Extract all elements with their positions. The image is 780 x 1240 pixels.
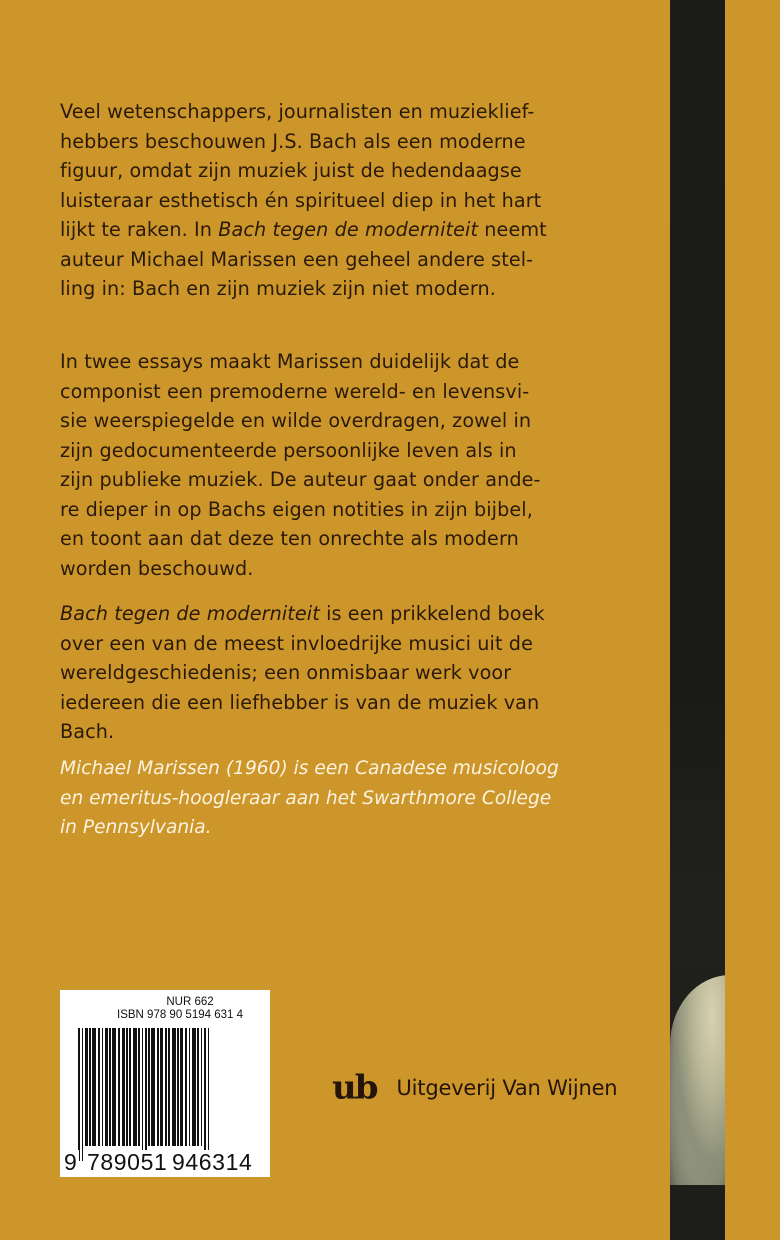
text-line: auteur Michael Marissen een geheel andere stel-: [60, 247, 534, 271]
text-line: re dieper in op Bachs eigen notities in zijn bijbel,: [60, 497, 533, 521]
text-line: Veel wetenschappers, journalisten en muzieklief-: [60, 100, 535, 123]
barcode-bars-icon: [78, 1028, 258, 1161]
text-line: zijn publieke muziek. De auteur gaat onder ande-: [60, 468, 541, 491]
text-line: zijn gedocumenteerde persoonlijke leven als in: [60, 438, 517, 462]
text-line: en toont aan dat deze ten onrechte als modern: [60, 527, 519, 550]
text-run: is een prikkelend boek: [319, 602, 545, 625]
text-line: Bach.: [60, 720, 115, 743]
publisher-name: Uitgeverij Van Wijnen: [396, 1076, 618, 1100]
text-line: componist een premoderne wereld- en levensvi-: [60, 379, 530, 403]
text-line: sie weerspiegelde en wilde overdragen, zowel in: [60, 409, 532, 432]
text-line: In twee essays maakt Marissen duidelijk dat de: [60, 350, 520, 373]
text-line: figuur, omdat zijn muziek juist de hedendaagse: [60, 159, 522, 182]
spine-painting-strip: [670, 0, 725, 1240]
text-line: iedereen die een liefhebber is van de muziek van: [60, 690, 540, 714]
text-line: ling in: Bach en zijn muziek zijn niet modern.: [60, 277, 496, 300]
text-line: [60, 599, 620, 629]
isbn-barcode: [60, 990, 270, 1177]
text-line: [60, 215, 620, 245]
text-line: worden beschouwd.: [60, 556, 254, 580]
publisher-logo-icon: ub: [332, 1069, 377, 1107]
text-line: luisteraar esthetisch én spiritueel diep in het hart: [60, 188, 542, 212]
blurb-paragraph-2: [60, 347, 620, 583]
text-run: neemt: [478, 218, 547, 241]
blurb-paragraph-3: [60, 599, 620, 747]
text-line: over een van de meest invloedrijke musici uit de: [60, 631, 533, 655]
barcode-digits-group-2: 946314: [172, 1149, 253, 1175]
author-bio: [60, 754, 660, 843]
publisher-imprint: [332, 1068, 617, 1108]
text-line: Michael Marissen (1960) is een Canadese musicoloog: [60, 758, 559, 779]
text-line: in Pennsylvania.: [60, 817, 212, 838]
barcode-digits-group-1: 789051: [87, 1149, 168, 1175]
nur-code: NUR 662: [166, 996, 214, 1008]
book-title: Bach tegen de moderniteit: [218, 218, 479, 241]
isbn-number: ISBN 978 90 5194 631 4: [117, 1009, 243, 1021]
text-line: wereldgeschiedenis; een onmisbaar werk voor: [60, 661, 512, 684]
text-run: lijkt te raken. In: [60, 218, 219, 241]
text-line: hebbers beschouwen J.S. Bach als een moderne: [60, 129, 526, 153]
text-line: en emeritus-hoogleraar aan het Swarthmore College: [60, 787, 552, 809]
barcode-digit-first: 9: [64, 1149, 78, 1175]
book-title: Bach tegen de moderniteit: [60, 602, 320, 625]
blurb-paragraph-1: [60, 97, 620, 304]
painting-detail: [670, 975, 725, 1185]
